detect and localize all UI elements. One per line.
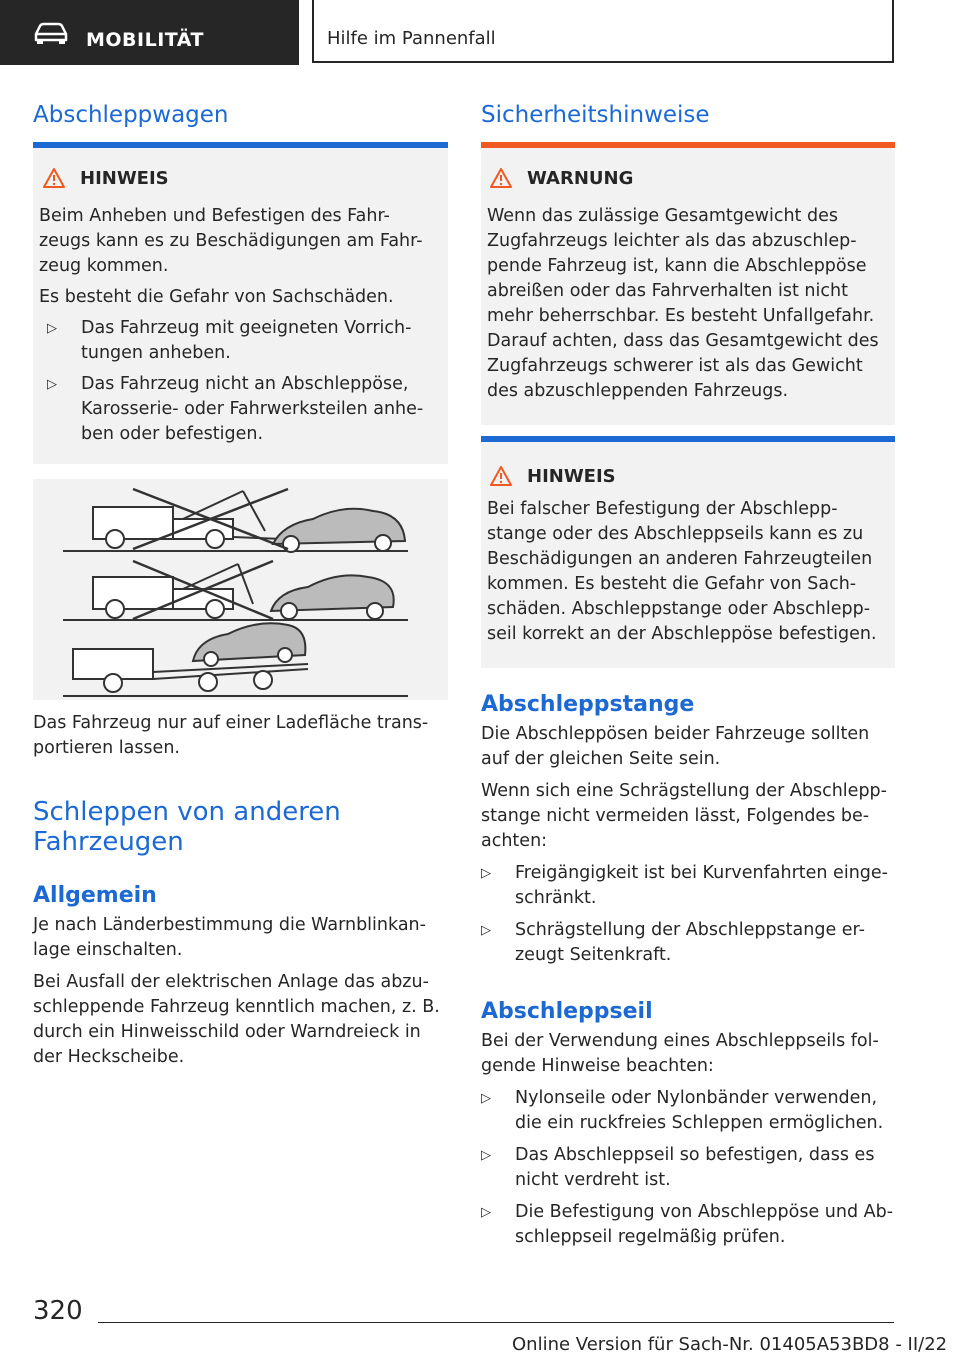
warning-icon	[489, 465, 513, 487]
list-item	[39, 372, 439, 447]
warning-label: WARNUNG	[527, 167, 634, 189]
warning-text-line: Wenn das zulässige Gesamtgewicht des	[487, 206, 838, 226]
bullet-triangle-icon: ▷	[47, 321, 57, 336]
subheading-tow-rope: Abschleppseil	[481, 999, 653, 1024]
note-text-line: Beim Anheben und Befestigen des Fahr-	[39, 206, 390, 226]
bullet-text: Schrägstellung der Abschleppstange er-	[515, 920, 865, 940]
list-item	[481, 861, 896, 911]
bullet-triangle-icon: ▷	[481, 1148, 491, 1163]
heading-other-vehicles: Schleppen von anderen	[33, 797, 341, 827]
bullet-triangle-icon: ▷	[481, 1205, 491, 1220]
text-line: auf der gleichen Seite sein.	[481, 749, 721, 769]
note-text-line: Es besteht die Gefahr von Sachschäden.	[39, 287, 394, 307]
note-text-line: zeugs kann es zu Beschädigungen am Fahr-	[39, 231, 423, 251]
bullet-triangle-icon: ▷	[481, 923, 491, 938]
note-label: HINWEIS	[80, 167, 169, 189]
text-line: der Heckscheibe.	[33, 1047, 185, 1067]
bullet-text: nicht verdreht ist.	[515, 1170, 671, 1190]
text-line: gende Hinweise beachten:	[481, 1056, 714, 1076]
bullet-text: Das Fahrzeug mit geeigneten Vorrich-	[81, 318, 412, 338]
note-box-bar	[481, 436, 895, 668]
text-line: schleppende Fahrzeug kenntlich machen, z. B.	[33, 997, 440, 1017]
note-text-line: Bei falscher Befestigung der Abschlepp-	[487, 499, 838, 519]
subheading-general: Allgemein	[33, 883, 157, 908]
heading-other-vehicles: Fahrzeugen	[33, 827, 184, 857]
caption-block	[33, 711, 448, 761]
tow-rope-section	[481, 999, 896, 1250]
bullet-text: Nylonseile oder Nylonbänder verwenden,	[515, 1088, 878, 1108]
page-number: 320	[33, 1296, 83, 1326]
note-bar	[481, 436, 895, 442]
note-label: HINWEIS	[527, 465, 616, 487]
bullet-text: Das Fahrzeug nicht an Abschleppöse,	[81, 374, 409, 394]
warning-box	[481, 142, 895, 425]
warning-text-line: mehr beherrschbar. Es besteht Unfallgefahr.	[487, 306, 875, 326]
note-text-line: Beschädigungen an anderen Fahrzeugteilen	[487, 549, 873, 569]
bullet-text: Die Befestigung von Abschleppöse und Ab-	[515, 1202, 894, 1222]
note-text-line: kommen. Es besteht die Gefahr von Sach-	[487, 574, 857, 594]
note-header	[42, 165, 169, 191]
bullet-text: zeugt Seitenkraft.	[515, 945, 672, 965]
text-line: Bei der Verwendung eines Abschleppseils fol-	[481, 1031, 879, 1051]
bullet-text: schränkt.	[515, 888, 597, 908]
heading-tow-truck-wrap	[33, 101, 448, 130]
chapter-title: Hilfe im Pannenfall	[327, 28, 496, 49]
warning-text-line: des abzuschleppenden Fahrzeugs.	[487, 381, 789, 401]
list-item	[481, 918, 896, 968]
note-text-line: seil korrekt an der Abschleppöse befestigen.	[487, 624, 877, 644]
caption-line: portieren lassen.	[33, 738, 180, 758]
bullet-text: die ein ruckfreies Schleppen ermöglichen.	[515, 1113, 884, 1133]
online-version-link[interactable]: Online Version für Sach-Nr. 01405A53BD8 - II/22	[512, 1334, 948, 1355]
note-header	[489, 463, 616, 489]
warning-text-line: pende Fahrzeug ist, kann die Abschleppöse	[487, 256, 867, 276]
text-line: Wenn sich eine Schrägstellung der Abschlepp-	[481, 781, 887, 801]
text-line: stange nicht vermeiden lässt, Folgendes be-	[481, 806, 870, 826]
list-item	[481, 1200, 896, 1250]
note-text-line: stange oder des Abschleppseils kann es zu	[487, 524, 864, 544]
text-line: Je nach Länderbestimmung die Warnblinkan-	[33, 915, 426, 935]
caption-line: Das Fahrzeug nur auf einer Ladefläche trans-	[33, 713, 429, 733]
bullet-text: tungen anheben.	[81, 343, 231, 363]
heading-safety: Sicherheitshinweise	[481, 102, 710, 128]
bullet-triangle-icon: ▷	[481, 866, 491, 881]
heading-other-vehicles-wrap	[33, 797, 448, 857]
text-line: lage einschalten.	[33, 940, 183, 960]
tow-truck-illustration	[33, 479, 448, 700]
warning-icon	[489, 167, 513, 189]
note-text-line: schäden. Abschleppstange oder Abschlepp-	[487, 599, 871, 619]
warning-text-line: Darauf achten, dass das Gesamtgewicht des	[487, 331, 879, 351]
heading-tow-truck: Abschleppwagen	[33, 102, 229, 128]
warning-bar	[481, 142, 895, 148]
car-icon	[33, 22, 69, 44]
tow-bar-section	[481, 692, 896, 968]
bullet-triangle-icon: ▷	[481, 1091, 491, 1106]
note-box-tow	[33, 142, 448, 464]
bullet-text: schleppseil regelmäßig prüfen.	[515, 1227, 786, 1247]
note-text-line: zeug kommen.	[39, 256, 169, 276]
towing-illustration	[33, 479, 448, 700]
list-item	[481, 1086, 896, 1136]
warning-text-line: Zugfahrzeugs schwerer ist als das Gewicht	[487, 356, 863, 376]
warning-text-line: abreißen oder das Fahrverhalten ist nicht	[487, 281, 848, 301]
text-line: Bei Ausfall der elektrischen Anlage das abzu-	[33, 972, 429, 992]
list-item	[39, 316, 439, 366]
note-bar	[33, 142, 448, 148]
text-line: Die Abschleppösen beider Fahrzeuge sollten	[481, 724, 870, 744]
bullet-text: Das Abschleppseil so befestigen, dass es	[515, 1145, 875, 1165]
bullet-text: ben oder befestigen.	[81, 424, 264, 444]
text-line: achten:	[481, 831, 548, 851]
subheading-tow-bar: Abschleppstange	[481, 692, 695, 717]
list-item	[481, 1143, 896, 1193]
general-section	[33, 883, 448, 1070]
section-title: MOBILITÄT	[86, 29, 204, 51]
heading-safety-wrap	[481, 101, 896, 130]
section-tab	[0, 0, 299, 65]
warning-text-line: Zugfahrzeugs leichter als das abzuschlep-	[487, 231, 857, 251]
footer-divider	[98, 1322, 894, 1323]
bullet-triangle-icon: ▷	[47, 377, 57, 392]
warning-header	[489, 165, 633, 191]
text-line: durch ein Hinweisschild oder Warndreieck in	[33, 1022, 421, 1042]
bullet-text: Karosserie- oder Fahrwerksteilen anhe-	[81, 399, 424, 419]
warning-icon	[42, 167, 66, 189]
bullet-text: Freigängigkeit ist bei Kurvenfahrten einge-	[515, 863, 888, 883]
chapter-tab	[312, 0, 894, 63]
